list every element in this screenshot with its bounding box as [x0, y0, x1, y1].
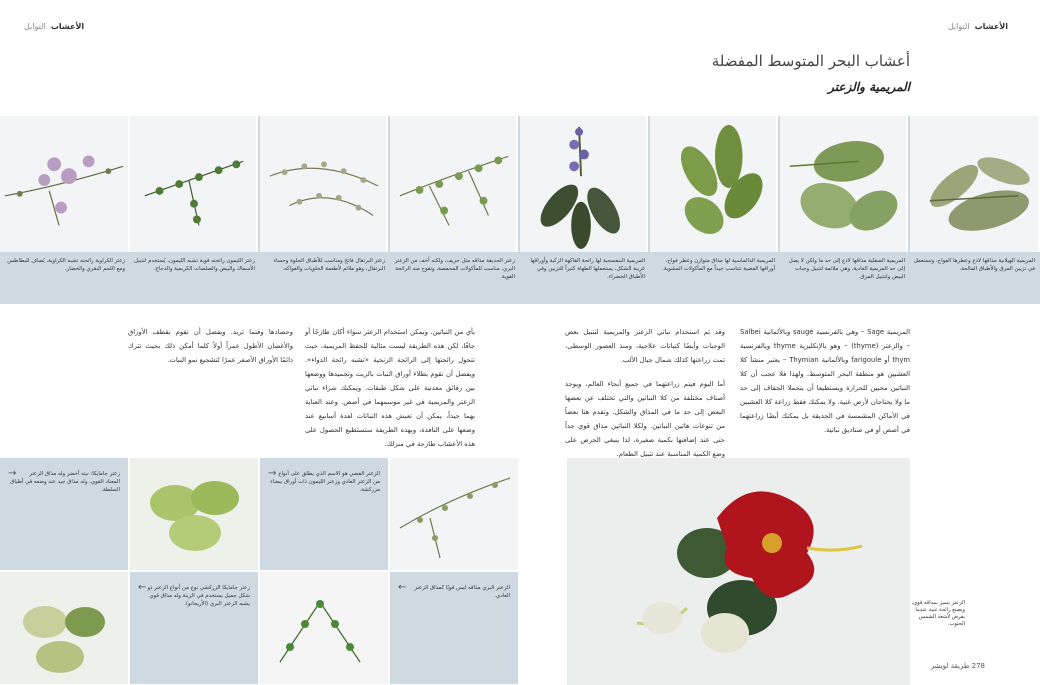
strip-caption-5: زعتر الحديقة مذاقه مثل حريف، ولكنه أخف من الزعتر البري، مناسب للمأكولات المحمصة، وتفوح منه الرائحة القوية.	[394, 258, 515, 280]
strip-caption-4: المريمية البنفسجية لها رائحة الفاكهة الزكية وأوراقها غريبة الشكل، يستعملها الطهاة كثيراً للتزيين وفي الأطباق الخضراء.	[530, 258, 645, 280]
strip-caption-2: المريمية الصقلية مذاقها لاذع إلى حد ما ولكن لا يصل إلى حد المريمية العادية، وهي ملائمة لتتبيل وجبات البيض ولتتبيل المرق.	[788, 258, 905, 280]
grid-caption-text: الزعتر الفضي هو الاسم الذي يطلق على أنواع من الزعتر العادي وزعتر الليمون ذات أوراق بيضاء مزركشة.	[270, 471, 380, 493]
nasturtium-photo	[567, 458, 910, 685]
nasturtium-flower-icon	[567, 458, 910, 685]
body-paragraph: وحصادها وقتما تريد. ويفضل أن تقوم بقطف الأوراق والأغصان الأطول عمراً أولاً كلما أمكن ذلك بحيث تترك دائمًا الأوراق الأصغر عمرًا لتشجيع نمو النبات.	[128, 328, 293, 364]
sage-leaf-icon	[910, 116, 1038, 252]
grid-caption-3	[390, 572, 518, 684]
section-label: الأعشاب	[974, 22, 1008, 31]
photo-6	[260, 116, 388, 252]
body-column-mid-right	[565, 325, 725, 461]
photo-7	[130, 116, 258, 252]
grid-photo-4	[0, 572, 128, 684]
subsection-label-left: التوابل	[24, 22, 46, 31]
grid-photo-1	[390, 458, 518, 570]
strip-caption-7: زعتر الليمون رائحته قوية تشبه الليمون، يُستخدم لتتبيل الأسماك والبيض والصلصات الكريمية والدجاج.	[134, 258, 255, 272]
grid-caption-text: الزعتر البري مذاقه ليس قويًا كمذاق الزعتر العادي.	[414, 585, 510, 599]
thyme-sprig-icon	[390, 458, 518, 570]
body-paragraph: المريمية Sage – وهي بالفرنسية sauge وبالألمانية Salbei – والزعتر (thyme) – وهو بالإنكليزية thyme وبالفرنسية thym أو farigoule وبالألمانية Thymian – يعتبر منشأ كلا العشبين هو منطقة البحر المتوسط، ولهذا فلا عجب أن كلا النباتين محبين للحرارة ويستطيعا أن يتحملا الجفاف إلى حد ما ولا يحتاجان لأرض غنية. ولا يمكنك فقط زراعة كلا العشبين في الأماكن المشمسة في الحديقة بل يمكنك أيضًا زراعتهما في أصص أو في صناديق نباتية.	[740, 328, 910, 434]
photo-8	[0, 116, 130, 252]
body-paragraph: وقد تم استخدام نباتي الزعتر والمريمية لتتبيل بعض الوجبات وأيضًا كنباتات علاجية، ومنذ العصور الوسطى، تمت زراعتها كذلك شمال جبال الألب.	[565, 328, 725, 364]
body-column-mid-left	[305, 325, 475, 451]
page-number: 278 طريقة لويشر	[930, 662, 985, 670]
body-column-right	[740, 325, 910, 437]
grid-caption-2	[0, 458, 128, 570]
photo-4	[520, 116, 648, 252]
photo-3	[650, 116, 778, 252]
thyme-sprig-icon	[260, 116, 386, 252]
strip-caption-3: المريمية الدالماسية لها مذاق متوازن وعطر فواح، أوراقها الفضية تتناسب جيداً مع المأكولات المشوية.	[662, 258, 775, 272]
strip-caption-8: زعتر الكراوية رائحته تشبه الكراوية، يُضاف للبطاطس ومع اللحم البقري والخضار.	[7, 258, 125, 272]
strip-caption-6: زعتر البرتقال فاتح ومناسب للأطباق الحلوة وحساء البرتقال، وهو ملائم لأطعمة الحلويات والفواكه.	[273, 258, 385, 272]
thyme-sprig-icon	[260, 572, 388, 684]
subsection-label: التوابل	[947, 22, 970, 31]
mint-leaf-icon	[130, 458, 258, 570]
grid-caption-1	[260, 458, 388, 570]
photo-5	[390, 116, 518, 252]
body-column-left	[128, 325, 293, 367]
photo-1	[910, 116, 1040, 252]
thyme-sprig-icon	[130, 116, 256, 252]
sage-leaf-icon	[780, 116, 906, 252]
page-subtitle: المريمية والزعتر	[828, 80, 910, 94]
flowering-sage-icon	[520, 116, 646, 252]
body-paragraph: أما اليوم فيتم زراعتهما في جميع أنحاء العالم، ويوجد أصناف مختلفة من كلا النباتين والتي تختلف عن بعضها البعض إلى حد ما في المذاق والشكل. وتقدم هنا بعضاً من تنوعات هاتين النباتين. ولكلا النباتين مذاق قوي جداً حتى عند إضافتها بكمية صغيرة، لذا ينبغي الحرص على وضع الكمية المناسبة عند تتبيل الطعام.	[565, 380, 725, 458]
variegated-leaf-icon	[0, 572, 128, 684]
photo-2	[780, 116, 908, 252]
header-left	[24, 22, 84, 31]
sage-leaf-icon	[650, 116, 776, 252]
header-right	[948, 22, 1008, 31]
strip-caption-1: المريمية الهيلانية مذاقها لاذع وعطرها الفواح، وتستعمل في تزيين المرق والأطباق المالحة.	[913, 258, 1035, 272]
grid-photo-3	[260, 572, 388, 684]
arrow-left-icon: ←	[398, 582, 407, 593]
grid-photo-2	[130, 458, 258, 570]
section-label-left: الأعشاب	[50, 22, 85, 31]
herb-grid	[0, 458, 520, 685]
grid-caption-text: زعتر جامايكا الزركشي نوع من أنواع الزعتر ذو شكل جميل يستخدم في الزينة وله مذاق قوي يشبه الزعتر البري (الأريجانو).	[147, 585, 250, 607]
body-paragraph: بأي من النباتين. ويمكن استخدام الزعتر سواء أكان طازجًا أو جافًا، لكن هذه الطريقة ليست مثالية للحفظ المريمية، حيث تتحول رائحتها إلى الرائحة الزنخية «تشبه رائحة الدواء». ويفضل أن تقوم بطلاء أوراق النبات بالزيت وتجميدها ووضعها بين رقائق معدنية على شكل طبقات. ويمكنك شراء نباتي الزعتر والمريمية في غير موسمهما في أصص. وعند العناية بهما جيداً، يمكن أن تعيش هذه النباتات لعدة أسابيع عند وضعها على النافذة، وبهذه الطريقة ستستطيع الحصول على هذه الأعشاب طازجة في منزلك.	[305, 328, 475, 448]
grid-caption-4	[130, 572, 258, 684]
arrow-right-icon: →	[268, 468, 277, 479]
thyme-sprig-icon	[390, 116, 516, 252]
side-caption: الزعتر يتميز بمذاقه قوي، ويصنع رائحة غنية عندما يفرض لأشعة الشمس الجنوب.	[911, 600, 965, 627]
arrow-left-icon: ←	[138, 582, 147, 593]
grid-caption-text: زعتر جامايكا: نبته أخضر وله مذاق الزعتر المعتاد القوي، وله مذاق جيد عند وضعه في أطباق السلطة.	[10, 471, 120, 493]
page-title: أعشاب البحر المتوسط المفضلة	[711, 52, 910, 70]
arrow-right-icon: →	[8, 468, 17, 479]
flowering-thyme-icon	[0, 116, 128, 252]
